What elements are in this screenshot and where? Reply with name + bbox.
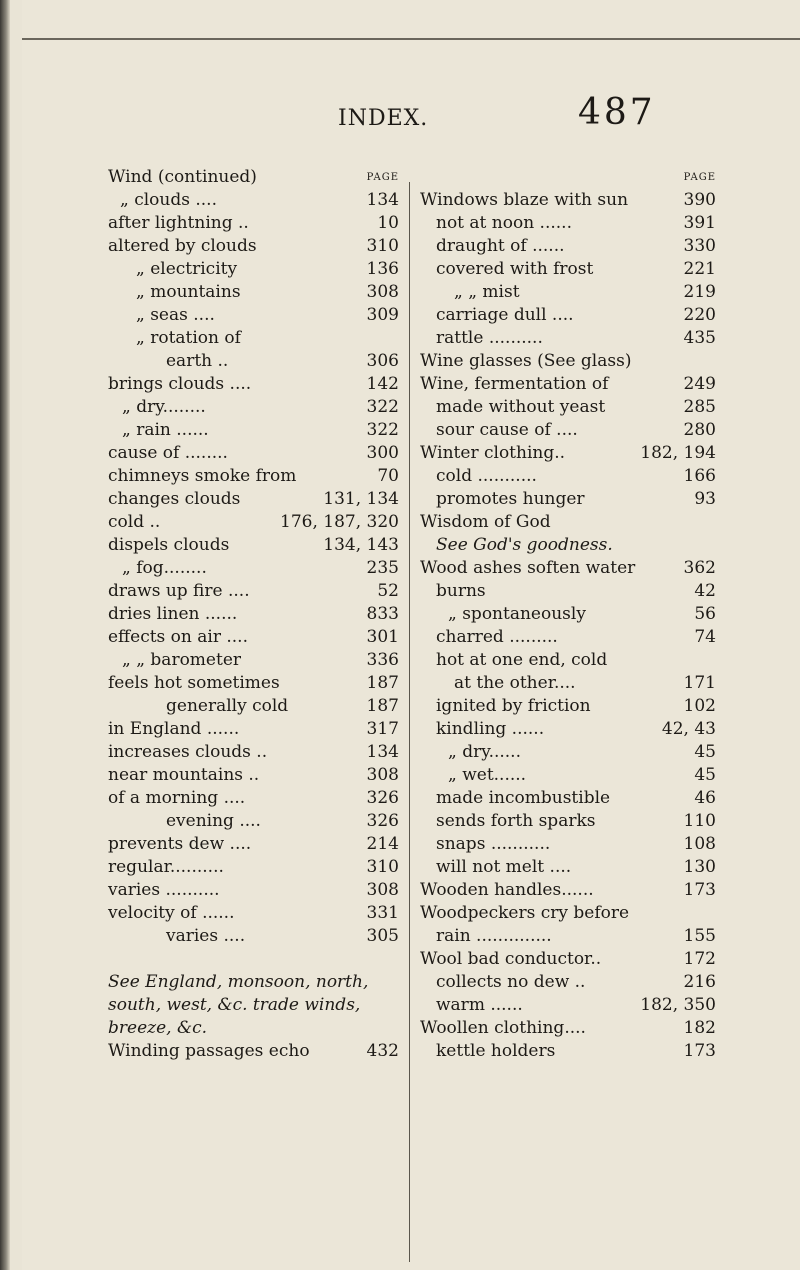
index-term: prevents dew .... bbox=[108, 834, 252, 854]
left-index-entry bbox=[108, 902, 399, 925]
right-index-entry bbox=[420, 189, 716, 212]
index-term: not at noon ...... bbox=[436, 213, 572, 233]
left-index-entry bbox=[108, 258, 399, 281]
index-pages: 56 bbox=[694, 604, 716, 624]
left-index-entry bbox=[108, 1040, 399, 1063]
index-term: breeze, &c. bbox=[108, 1018, 208, 1038]
index-pages: 172 bbox=[683, 949, 716, 969]
index-term: varies .......... bbox=[108, 880, 220, 900]
page-title: INDEX. bbox=[338, 106, 429, 131]
index-term: feels hot sometimes bbox=[108, 673, 280, 693]
right-index-entry bbox=[420, 856, 716, 879]
index-pages: 70 bbox=[377, 466, 399, 486]
index-term: „ clouds .... bbox=[120, 190, 217, 210]
right-index-entry bbox=[420, 419, 716, 442]
left-index-entry bbox=[108, 971, 399, 994]
right-index-entry bbox=[420, 350, 716, 373]
index-pages: 391 bbox=[683, 213, 716, 233]
index-pages: PAGE bbox=[366, 172, 399, 183]
index-term: Woodpeckers cry before bbox=[420, 903, 630, 923]
index-term: Winter clothing.. bbox=[420, 443, 566, 463]
index-term: Wooden handles...... bbox=[420, 880, 594, 900]
index-pages: 280 bbox=[683, 420, 716, 440]
right-index-entry bbox=[420, 511, 716, 534]
index-term: made without yeast bbox=[436, 397, 606, 417]
index-pages: 285 bbox=[683, 397, 716, 417]
column-divider bbox=[409, 182, 410, 1262]
index-pages: 187 bbox=[366, 673, 399, 693]
index-pages: 173 bbox=[683, 880, 716, 900]
index-term: chimneys smoke from bbox=[108, 466, 297, 486]
index-term: „ rotation of bbox=[136, 328, 241, 348]
left-index-entry bbox=[108, 626, 399, 649]
right-index-entry bbox=[420, 304, 716, 327]
index-term: sends forth sparks bbox=[436, 811, 596, 831]
index-term: Winding passages echo bbox=[108, 1041, 310, 1061]
left-index-entry bbox=[108, 166, 399, 189]
index-pages: 130 bbox=[683, 857, 716, 877]
left-index-entry bbox=[108, 350, 399, 373]
index-pages: 306 bbox=[366, 351, 399, 371]
index-pages: 221 bbox=[683, 259, 716, 279]
index-pages: 10 bbox=[377, 213, 399, 233]
left-index-entry bbox=[108, 1017, 399, 1040]
index-pages: 102 bbox=[683, 696, 716, 716]
left-index-entry bbox=[108, 212, 399, 235]
index-term: kettle holders bbox=[436, 1041, 556, 1061]
right-index-entry bbox=[420, 442, 716, 465]
right-index-entry bbox=[420, 235, 716, 258]
index-pages: 52 bbox=[377, 581, 399, 601]
right-index-entry bbox=[420, 810, 716, 833]
left-index-entry bbox=[108, 511, 399, 534]
index-pages: 214 bbox=[366, 834, 399, 854]
binding-edge bbox=[0, 0, 10, 1270]
index-term: carriage dull .... bbox=[436, 305, 574, 325]
index-pages: 309 bbox=[366, 305, 399, 325]
index-term: regular.......... bbox=[108, 857, 224, 877]
right-index-entry bbox=[420, 373, 716, 396]
index-term: „ „ mist bbox=[454, 282, 520, 302]
left-index-entry bbox=[108, 948, 399, 971]
index-pages: 435 bbox=[683, 328, 716, 348]
index-pages: 134, 143 bbox=[323, 535, 399, 555]
index-term: See God's goodness. bbox=[436, 535, 613, 555]
index-pages: 110 bbox=[683, 811, 716, 831]
index-term: after lightning .. bbox=[108, 213, 249, 233]
right-index-entry bbox=[420, 465, 716, 488]
index-term: Wine, fermentation of bbox=[420, 374, 609, 394]
index-pages: 331 bbox=[366, 903, 399, 923]
left-index-column bbox=[108, 166, 399, 1063]
index-pages: 833 bbox=[366, 604, 399, 624]
index-pages: 305 bbox=[366, 926, 399, 946]
index-term: „ fog........ bbox=[122, 558, 207, 578]
index-term: brings clouds .... bbox=[108, 374, 252, 394]
right-index-entry bbox=[420, 971, 716, 994]
book-page bbox=[22, 0, 800, 1270]
index-term: cold ........... bbox=[436, 466, 537, 486]
index-term: draws up fire .... bbox=[108, 581, 250, 601]
index-pages: 310 bbox=[366, 857, 399, 877]
right-index-entry bbox=[420, 626, 716, 649]
index-term: rain .............. bbox=[436, 926, 552, 946]
index-term: „ dry...... bbox=[448, 742, 521, 762]
index-pages: 166 bbox=[683, 466, 716, 486]
index-pages: 308 bbox=[366, 880, 399, 900]
index-pages: 171 bbox=[683, 673, 716, 693]
right-index-entry bbox=[420, 580, 716, 603]
index-term: Wood ashes soften water bbox=[420, 558, 636, 578]
index-term: of a morning .... bbox=[108, 788, 246, 808]
left-index-entry bbox=[108, 649, 399, 672]
index-pages: 136 bbox=[366, 259, 399, 279]
index-pages: 390 bbox=[683, 190, 716, 210]
index-term: Woollen clothing.... bbox=[420, 1018, 586, 1038]
index-pages: 134 bbox=[366, 190, 399, 210]
left-index-entry bbox=[108, 557, 399, 580]
left-index-entry bbox=[108, 718, 399, 741]
right-index-entry bbox=[420, 258, 716, 281]
index-pages: 310 bbox=[366, 236, 399, 256]
index-pages: 330 bbox=[683, 236, 716, 256]
right-index-entry bbox=[420, 649, 716, 672]
index-term: hot at one end, cold bbox=[436, 650, 608, 670]
right-index-entry bbox=[420, 1017, 716, 1040]
index-term: varies .... bbox=[166, 926, 246, 946]
index-pages: 173 bbox=[683, 1041, 716, 1061]
right-index-entry bbox=[420, 396, 716, 419]
index-term: evening .... bbox=[166, 811, 261, 831]
index-pages: 42 bbox=[694, 581, 716, 601]
right-index-entry bbox=[420, 1040, 716, 1063]
left-index-entry bbox=[108, 327, 399, 350]
right-index-entry bbox=[420, 327, 716, 350]
left-index-entry bbox=[108, 879, 399, 902]
index-pages: 42, 43 bbox=[661, 719, 716, 739]
left-index-entry bbox=[108, 304, 399, 327]
index-term: cold .. bbox=[108, 512, 161, 532]
index-pages: 336 bbox=[366, 650, 399, 670]
index-term: „ mountains bbox=[136, 282, 241, 302]
index-pages: 308 bbox=[366, 765, 399, 785]
left-index-entry bbox=[108, 787, 399, 810]
right-index-entry bbox=[420, 833, 716, 856]
index-pages: 322 bbox=[366, 420, 399, 440]
index-pages: 317 bbox=[366, 719, 399, 739]
index-pages: 182 bbox=[683, 1018, 716, 1038]
index-pages: 142 bbox=[366, 374, 399, 394]
index-pages: 235 bbox=[366, 558, 399, 578]
index-term: increases clouds .. bbox=[108, 742, 268, 762]
index-term: cause of ........ bbox=[108, 443, 228, 463]
index-pages: PAGE bbox=[683, 172, 716, 183]
page-number: 487 bbox=[578, 92, 656, 133]
right-index-entry bbox=[420, 925, 716, 948]
right-index-entry bbox=[420, 488, 716, 511]
right-index-entry bbox=[420, 212, 716, 235]
index-term: effects on air .... bbox=[108, 627, 248, 647]
index-pages: 300 bbox=[366, 443, 399, 463]
right-index-entry bbox=[420, 787, 716, 810]
index-term: dispels clouds bbox=[108, 535, 230, 555]
index-term: changes clouds bbox=[108, 489, 241, 509]
index-term: Windows blaze with sun bbox=[420, 190, 629, 210]
index-term: ignited by friction bbox=[436, 696, 591, 716]
index-pages: 182, 350 bbox=[640, 995, 716, 1015]
left-index-entry bbox=[108, 396, 399, 419]
index-term: See England, monsoon, north, bbox=[108, 972, 369, 992]
index-term: will not melt .... bbox=[436, 857, 572, 877]
left-index-entry bbox=[108, 534, 399, 557]
left-index-entry bbox=[108, 235, 399, 258]
index-term: Wool bad conductor.. bbox=[420, 949, 602, 969]
index-pages: 322 bbox=[366, 397, 399, 417]
left-index-entry bbox=[108, 741, 399, 764]
index-term: Wine glasses (See glass) bbox=[420, 351, 632, 371]
index-term: collects no dew .. bbox=[436, 972, 586, 992]
index-term: warm ...... bbox=[436, 995, 523, 1015]
left-index-entry bbox=[108, 833, 399, 856]
index-pages: 219 bbox=[683, 282, 716, 302]
left-index-entry bbox=[108, 603, 399, 626]
index-term: covered with frost bbox=[436, 259, 594, 279]
left-index-entry bbox=[108, 281, 399, 304]
page-header bbox=[22, 92, 800, 142]
index-pages: 45 bbox=[694, 742, 716, 762]
right-index-entry bbox=[420, 557, 716, 580]
right-index-entry bbox=[420, 994, 716, 1017]
left-index-entry bbox=[108, 925, 399, 948]
index-term: „ wet...... bbox=[448, 765, 527, 785]
index-term: draught of ...... bbox=[436, 236, 565, 256]
index-term: kindling ...... bbox=[436, 719, 545, 739]
index-pages: 134 bbox=[366, 742, 399, 762]
index-term: near mountains .. bbox=[108, 765, 260, 785]
index-term: south, west, &c. trade winds, bbox=[108, 995, 361, 1015]
top-rule bbox=[22, 38, 800, 40]
index-pages: 93 bbox=[694, 489, 716, 509]
left-index-entry bbox=[108, 442, 399, 465]
index-term: „ seas .... bbox=[136, 305, 215, 325]
index-pages: 45 bbox=[694, 765, 716, 785]
left-index-entry bbox=[108, 672, 399, 695]
index-term: rattle .......... bbox=[436, 328, 543, 348]
index-pages: 131, 134 bbox=[323, 489, 399, 509]
index-pages: 220 bbox=[683, 305, 716, 325]
right-index-entry bbox=[420, 534, 716, 557]
right-index-entry bbox=[420, 281, 716, 304]
index-term: at the other.... bbox=[454, 673, 576, 693]
index-pages: 176, 187, 320 bbox=[280, 512, 399, 532]
left-index-entry bbox=[108, 189, 399, 212]
right-index-entry bbox=[420, 879, 716, 902]
index-term: earth .. bbox=[166, 351, 229, 371]
index-pages: 362 bbox=[683, 558, 716, 578]
index-term: Wind (continued) bbox=[108, 167, 257, 187]
index-pages: 182, 194 bbox=[640, 443, 716, 463]
index-term: snaps ........... bbox=[436, 834, 551, 854]
index-term: made incombustible bbox=[436, 788, 611, 808]
index-term: charred ......... bbox=[436, 627, 558, 647]
index-pages: 308 bbox=[366, 282, 399, 302]
left-index-entry bbox=[108, 465, 399, 488]
right-index-entry bbox=[420, 166, 716, 189]
index-term: velocity of ...... bbox=[108, 903, 235, 923]
index-pages: 326 bbox=[366, 788, 399, 808]
index-pages: 249 bbox=[683, 374, 716, 394]
index-term: sour cause of .... bbox=[436, 420, 578, 440]
right-index-entry bbox=[420, 718, 716, 741]
index-term: „ spontaneously bbox=[448, 604, 586, 624]
index-term: „ electricity bbox=[136, 259, 238, 279]
right-index-entry bbox=[420, 695, 716, 718]
left-index-entry bbox=[108, 419, 399, 442]
left-index-entry bbox=[108, 488, 399, 511]
index-term: „ rain ...... bbox=[122, 420, 209, 440]
index-pages: 301 bbox=[366, 627, 399, 647]
index-pages: 155 bbox=[683, 926, 716, 946]
index-term: burns bbox=[436, 581, 486, 601]
right-index-entry bbox=[420, 741, 716, 764]
index-pages: 46 bbox=[694, 788, 716, 808]
index-term: „ dry........ bbox=[122, 397, 206, 417]
index-term: altered by clouds bbox=[108, 236, 257, 256]
index-term: generally cold bbox=[166, 696, 289, 716]
index-pages: 432 bbox=[366, 1041, 399, 1061]
right-index-entry bbox=[420, 764, 716, 787]
index-pages: 187 bbox=[366, 696, 399, 716]
index-pages: 108 bbox=[683, 834, 716, 854]
right-index-column bbox=[420, 166, 716, 1063]
right-index-entry bbox=[420, 672, 716, 695]
left-index-entry bbox=[108, 764, 399, 787]
index-term: promotes hunger bbox=[436, 489, 585, 509]
index-pages: 326 bbox=[366, 811, 399, 831]
right-index-entry bbox=[420, 603, 716, 626]
left-index-entry bbox=[108, 695, 399, 718]
left-index-entry bbox=[108, 856, 399, 879]
index-term: Wisdom of God bbox=[420, 512, 551, 532]
left-index-entry bbox=[108, 580, 399, 603]
index-term: dries linen ...... bbox=[108, 604, 238, 624]
left-index-entry bbox=[108, 994, 399, 1017]
index-term: in England ...... bbox=[108, 719, 240, 739]
index-pages: 74 bbox=[694, 627, 716, 647]
left-index-entry bbox=[108, 810, 399, 833]
left-index-entry bbox=[108, 373, 399, 396]
right-index-entry bbox=[420, 948, 716, 971]
index-pages: 216 bbox=[683, 972, 716, 992]
right-index-entry bbox=[420, 902, 716, 925]
index-term: „ „ barometer bbox=[122, 650, 241, 670]
